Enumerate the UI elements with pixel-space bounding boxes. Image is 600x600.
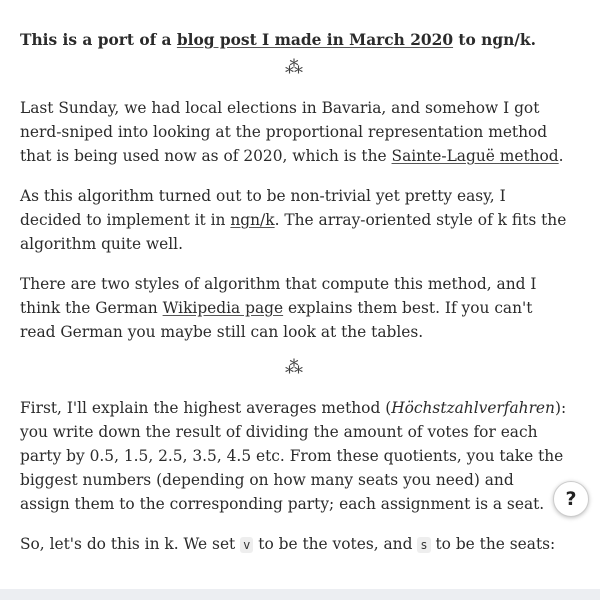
intro-prefix: This is a port of a [20,31,177,49]
paragraph-highest-averages-end: ): you write down the result of dividing the amount of votes for each party by 0.5, 1.5, 2.5, 3.5, 4.5 etc. From these quotients, you take the biggest numbers (depending on how many seats you need) and assign them to the corresponding party; each assignment is a seat. [20,399,567,513]
paragraph-styles-end: explains them best. If you can't read German you maybe still can look at the tables. [20,299,533,341]
paragraph-highest-averages [20,396,568,516]
paragraph-highest-averages-text: First, I'll explain the highest averages method ( [20,399,392,417]
paragraph-elections [20,96,568,168]
paragraph-algorithm-end: . The array-oriented style of k fits the algorithm quite well. [20,211,567,253]
paragraph-elections-end: . [558,147,564,165]
article-body [20,28,568,573]
code-votes-variable: v [240,537,253,553]
paragraph-styles-text: There are two styles of algorithm that compute this method, and I think the German [20,275,537,317]
ngn-k-link[interactable]: ngn/k [230,211,275,229]
paragraph-algorithm-text: As this algorithm turned out to be non-trivial yet pretty easy, I decided to implement it in [20,187,506,229]
help-button[interactable]: ? [553,481,589,517]
paragraph-k-intro [20,532,568,557]
intro-paragraph [20,28,568,52]
paragraph-elections-text: Last Sunday, we had local elections in Bavaria, and somehow I got nerd-sniped into looking at the proportional representation method that is being used now as of 2020, which is the [20,99,548,165]
code-seats-variable: s [417,537,430,553]
paragraph-k-intro-c: to be the seats: [430,535,556,553]
hochstzahlverfahren-term: Höchstzahlverfahren [391,399,555,417]
intro-suffix: to ngn/k. [453,31,536,49]
paragraph-k-intro-b: to be the votes, and [253,535,418,553]
wikipedia-link[interactable]: Wikipedia page [162,299,284,317]
blog-post-link[interactable]: blog post I made in March 2020 [176,31,454,49]
paragraph-styles [20,272,568,344]
section-separator: ⁂ [285,57,303,78]
section-separator-2: ⁂ [285,357,303,378]
code-block-top-edge [0,589,600,600]
paragraph-algorithm [20,184,568,256]
sainte-lague-link[interactable]: Sainte-Laguë method [391,147,559,165]
paragraph-k-intro-a: So, let's do this in k. We set [20,535,241,553]
